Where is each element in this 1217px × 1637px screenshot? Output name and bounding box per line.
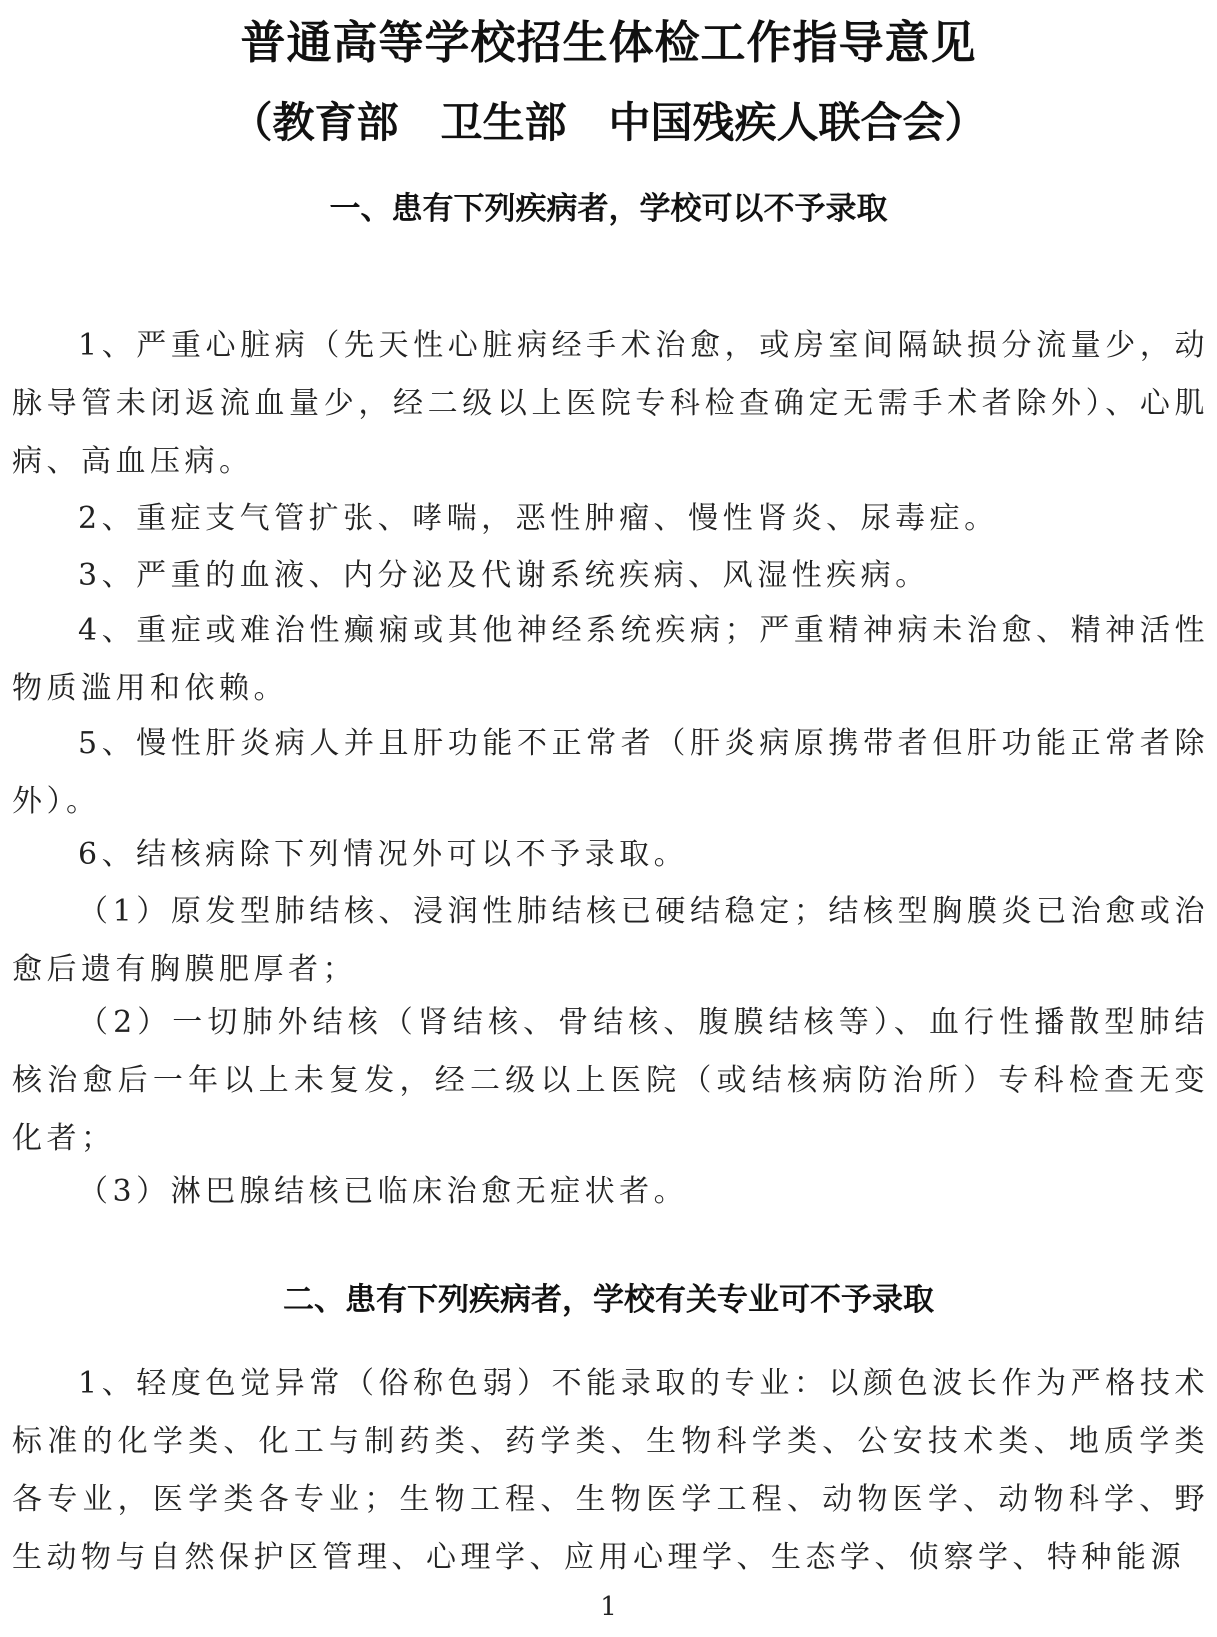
document-title: 普通高等学校招生体检工作指导意见	[240, 16, 977, 69]
section1-subitem-2: （2）一切肺外结核（肾结核、骨结核、腹膜结核等）、血行性播散型肺结核治愈后一年以上未复发，经二级以上医院（或结核病防治所）专科检查无变化者；	[12, 1005, 1209, 1156]
section1-item-1: 1、严重心脏病（先天性心脏病经手术治愈，或房室间隔缺损分流量少，动脉导管未闭返流血量少，经二级以上医院专科检查确定无需手术者除外）、心肌病、高血压病。	[12, 328, 1209, 479]
section1-item-5: 5、慢性肝炎病人并且肝功能不正常者（肝炎病原携带者但肝功能正常者除外）。	[12, 726, 1209, 819]
section2-item-1: 1、轻度色觉异常（俗称色弱）不能录取的专业：以颜色波长作为严格技术标准的化学类、化工与制药类、药学类、生物科学类、公安技术类、地质学类各专业，医学类各专业；生物工程、生物医学工程、动物医学、动物科学、野生动物与自然保护区管理、心理学、应用心理学、生态学、侦察学、特种能源	[12, 1366, 1209, 1575]
page-number: 1	[600, 1592, 617, 1622]
section1-heading: 一、患有下列疾病者，学校可以不予录取	[329, 191, 888, 227]
section1-item-6: 6、结核病除下列情况外可以不予录取。	[78, 837, 689, 872]
section1-subitem-1: （1）原发型肺结核、浸润性肺结核已硬结稳定；结核型胸膜炎已治愈或治愈后遗有胸膜肥厚者；	[12, 894, 1209, 987]
document-issuers: （教育部 卫生部 中国残疾人联合会）	[230, 98, 987, 147]
section1-item-3: 3、严重的血液、内分泌及代谢系统疾病、风湿性疾病。	[78, 558, 930, 593]
section1-item-4: 4、重症或难治性癫痫或其他神经系统疾病；严重精神病未治愈、精神活性物质滥用和依赖。	[12, 613, 1209, 706]
section1-item-2: 2、重症支气管扩张、哮喘，恶性肿瘤、慢性肾炎、尿毒症。	[78, 501, 999, 536]
section1-subitem-3: （3）淋巴腺结核已临床治愈无症状者。	[78, 1174, 689, 1209]
section2-heading: 二、患有下列疾病者，学校有关专业可不予录取	[283, 1282, 934, 1318]
